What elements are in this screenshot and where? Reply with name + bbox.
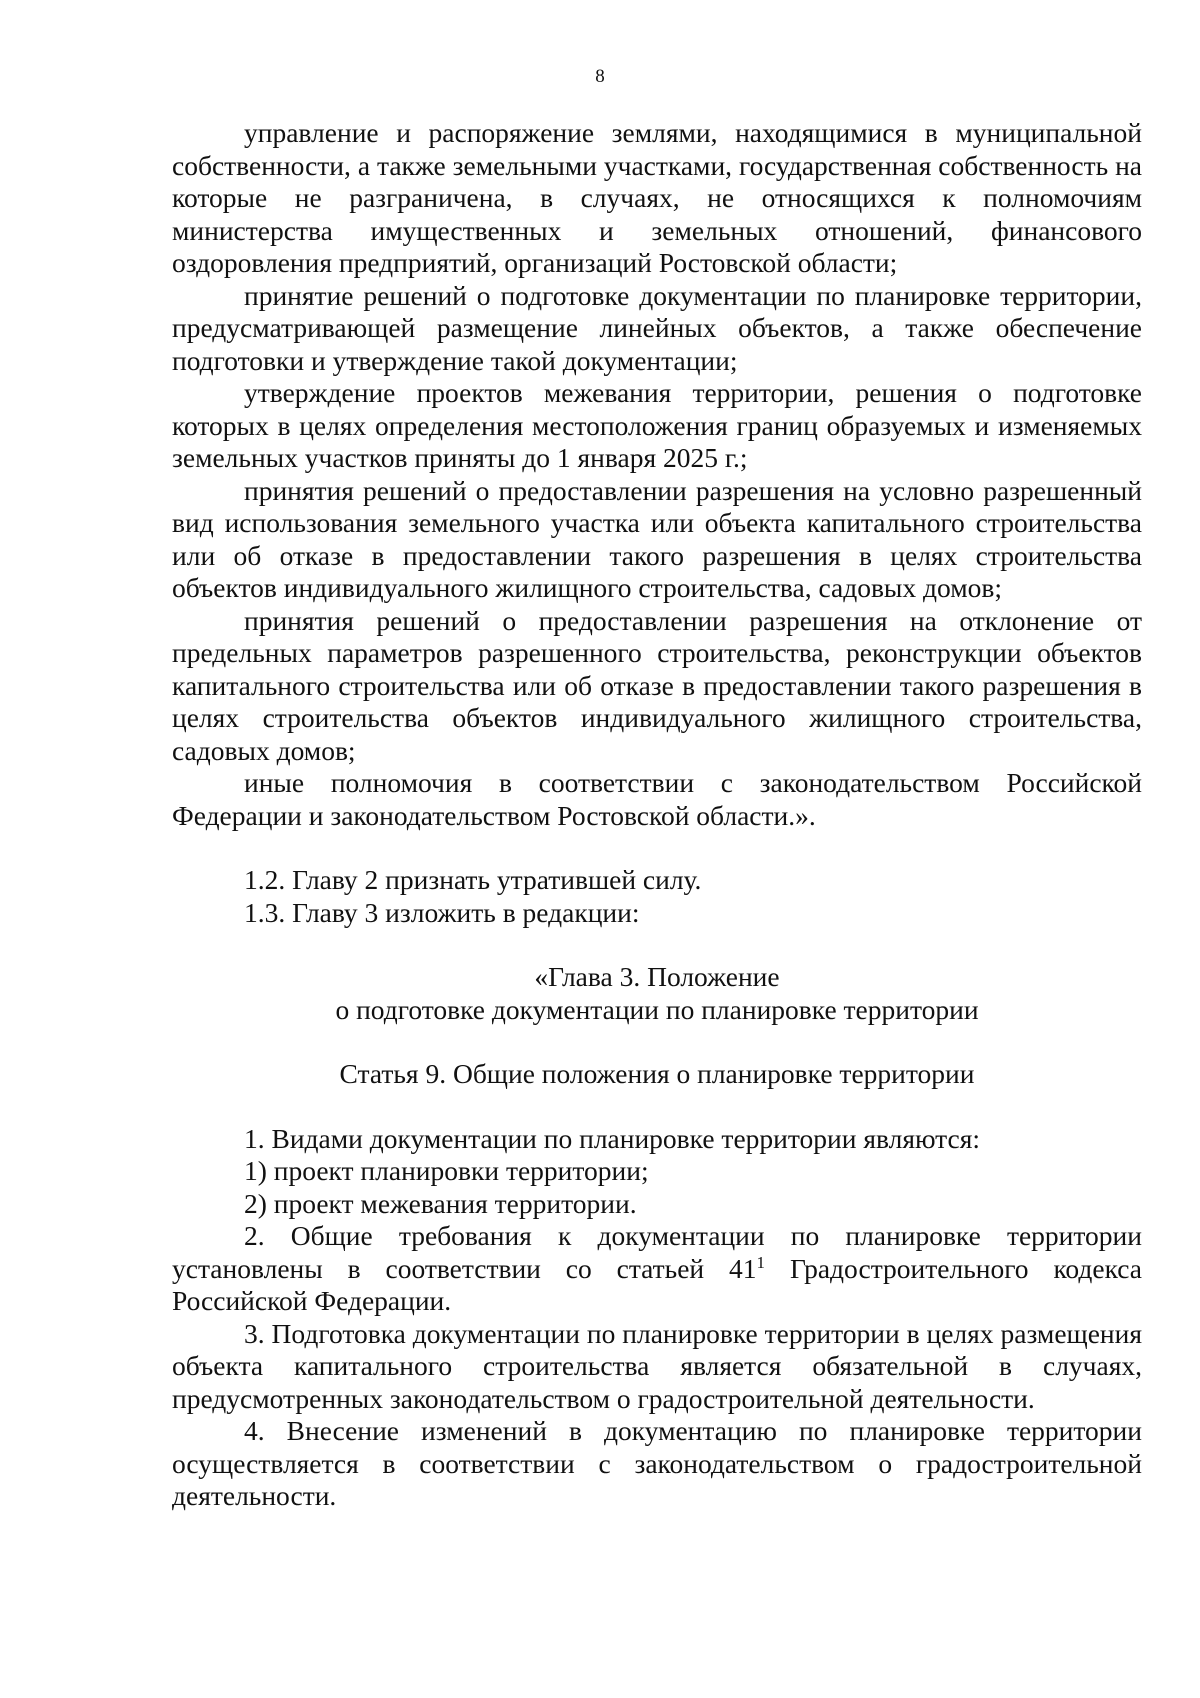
paragraph: управление и распоряжение землями, находящимися в муниципальной собственности, а также земельными участками, государственная собственность на которые не разграничена, в случаях, не относящихся к полномочиям министерства имущественных и земельных отношений, финансового оздоровления предприятий, организаций Ростовской области; (172, 117, 1142, 278)
page-number: 8 (595, 66, 605, 87)
chapter-title: «Глава 3. Положение (534, 961, 780, 992)
spacer (172, 929, 1142, 961)
paragraph-item-2 (172, 1220, 1142, 1318)
document-body (172, 117, 1142, 1513)
paragraph: принятия решений о предоставлении разрешения на условно разрешенный вид использования земельного участка или объекта капитального строительства или об отказе в предоставлении такого разрешения в целях строительства объектов индивидуального жилищного строительства, садовых домов; (172, 474, 1142, 603)
paragraph: 3. Подготовка документации по планировке территории в целях размещения объекта капитального строительства является обязательной в случаях, предусмотренных законодательством о градостроительной деятельности. (172, 1317, 1142, 1414)
spacer (172, 832, 1142, 864)
paragraph: 2) проект межевания территории. (244, 1187, 637, 1219)
paragraph: принятия решений о предоставлении разрешения на отклонение от предельных параметров разрешенного строительства, реконструкции объектов капитального строительства или об отказе в предоставлении такого разрешения в целях строительства объектов индивидуального жилищного строительства, садовых домов; (172, 604, 1142, 766)
paragraph: 1) проект планировки территории; (244, 1155, 649, 1186)
paragraph: иные полномочия в соответствии с законодательством Российской Федерации и законодательством Ростовской области.». (172, 767, 1142, 831)
paragraph: 4. Внесение изменений в документацию по планировке территории осуществляется в соответствии с законодательством о градостроительной деятельности. (172, 1415, 1142, 1511)
article-title: Статья 9. Общие положения о планировке территории (339, 1058, 975, 1089)
spacer (172, 1026, 1142, 1058)
chapter-subtitle: о подготовке документации по планировке территории (335, 993, 979, 1025)
paragraph: принятие решений о подготовке документации по планировке территории, предусматривающей размещение линейных объектов, а также обеспечение подготовки и утверждение такой документации; (172, 279, 1142, 376)
paragraph: 1.3. Главу 3 изложить в редакции: (244, 896, 640, 928)
spacer (172, 1091, 1142, 1123)
item2-text-before: 2. Общие требования к документации по планировке территории установлены в соответствии со статьей 41 (172, 1220, 1142, 1284)
paragraph: 1. Видами документации по планировке территории являются: (244, 1122, 981, 1154)
superscript: 1 (756, 1252, 766, 1272)
paragraph: 1.2. Главу 2 признать утратившей силу. (244, 864, 702, 895)
paragraph: утверждение проектов межевания территории, решения о подготовке которых в целях определения местоположения границ образуемых и изменяемых земельных участков приняты до 1 января 2025 г.; (172, 377, 1142, 473)
item2-text-after: Градостроительного кодекса Российской Федерации. (172, 1252, 1142, 1316)
